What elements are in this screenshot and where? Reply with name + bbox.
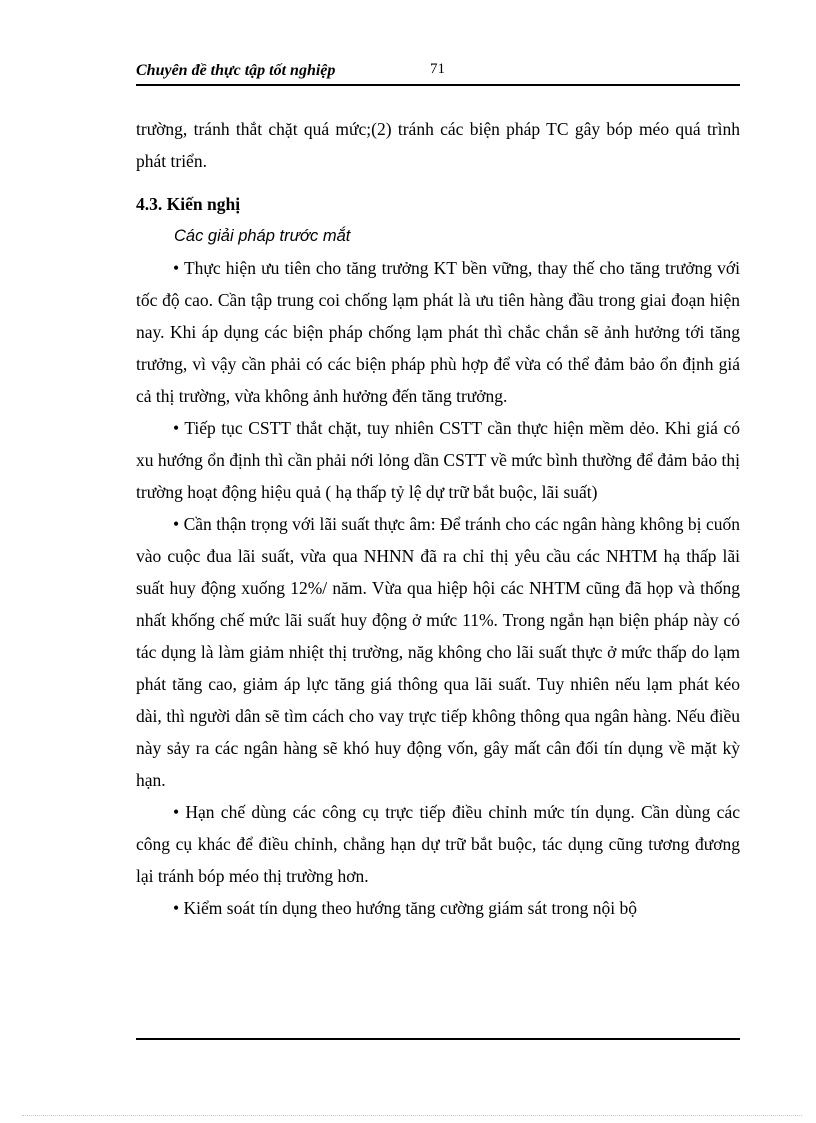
page-header [136, 60, 740, 86]
footer-rule [136, 1038, 740, 1040]
subheading: Các giải pháp trước mắt [174, 227, 351, 245]
section-heading: 4.3. Kiến nghị [136, 194, 241, 214]
document-title: Chuyên đề thực tập tốt nghiệp [136, 62, 336, 79]
continuation-paragraph: trường, tránh thắt chặt quá mức;(2) tránh các biện pháp TC gây bóp méo quá trình phát triển. [136, 119, 740, 171]
bullet-paragraph: • Tiếp tục CSTT thắt chặt, tuy nhiên CSTT cần thực hiện mềm dẻo. Khi giá có xu hướng ổn định thì cần phải nới lỏng dần CSTT về mức bình thường để đảm bảo thị trường hoạt động hiệu quả ( hạ thấp tỷ lệ dự trữ bắt buộc, lãi suất) [136, 418, 740, 502]
bullet-paragraph: • Thực hiện ưu tiên cho tăng trưởng KT bền vững, thay thế cho tăng trưởng với tốc độ cao. Cần tập trung coi chống lạm phát là ưu tiên hàng đầu trong giai đoạn hiện nay. Khi áp dụng các biện pháp chống lạm phát thì chắc chắn sẽ ảnh hưởng tới tăng trưởng, vì vậy cần phải có các biện pháp phù hợp để vừa có thể đảm bảo ổn định giá cả thị trường, vừa không ảnh hưởng đến tăng trưởng. [136, 258, 740, 406]
document-body [136, 113, 740, 924]
bullet-paragraph: • Hạn chế dùng các công cụ trực tiếp điều chỉnh mức tín dụng. Cần dùng các công cụ khác để điều chỉnh, chẳng hạn dự trữ bắt buộc, tác dụng cũng tương đương lại tránh bóp méo thị trường hơn. [136, 802, 740, 886]
bullet-paragraph: • Cần thận trọng với lãi suất thực âm: Để tránh cho các ngân hàng không bị cuốn vào cuộc đua lãi suất, vừa qua NHNN đã ra chỉ thị yêu cầu các NHTM hạ thấp lãi suất huy động xuống 12%/ năm. Vừa qua hiệp hội các NHTM cũng đã họp và thống nhất khống chế mức lãi suất huy động ở mức 11%. Trong ngắn hạn biện pháp này có tác dụng là làm giảm nhiệt thị trường, năg không cho lãi suất thực ở mức thấp do lạm phát tăng cao, giảm áp lực tăng giá thông qua lãi suất. Tuy nhiên nếu lạm phát kéo dài, thì người dân sẽ tìm cách cho vay trực tiếp không thông qua ngân hàng. Nếu điều này sảy ra các ngân hàng sẽ khó huy động vốn, gây mất cân đối tín dụng về mặt kỳ hạn. [136, 514, 740, 790]
page-number: 71 [430, 61, 445, 77]
bullet-paragraph: • Kiểm soát tín dụng theo hướng tăng cường giám sát trong nội bộ [173, 898, 638, 918]
page-edge-divider [22, 1115, 802, 1116]
